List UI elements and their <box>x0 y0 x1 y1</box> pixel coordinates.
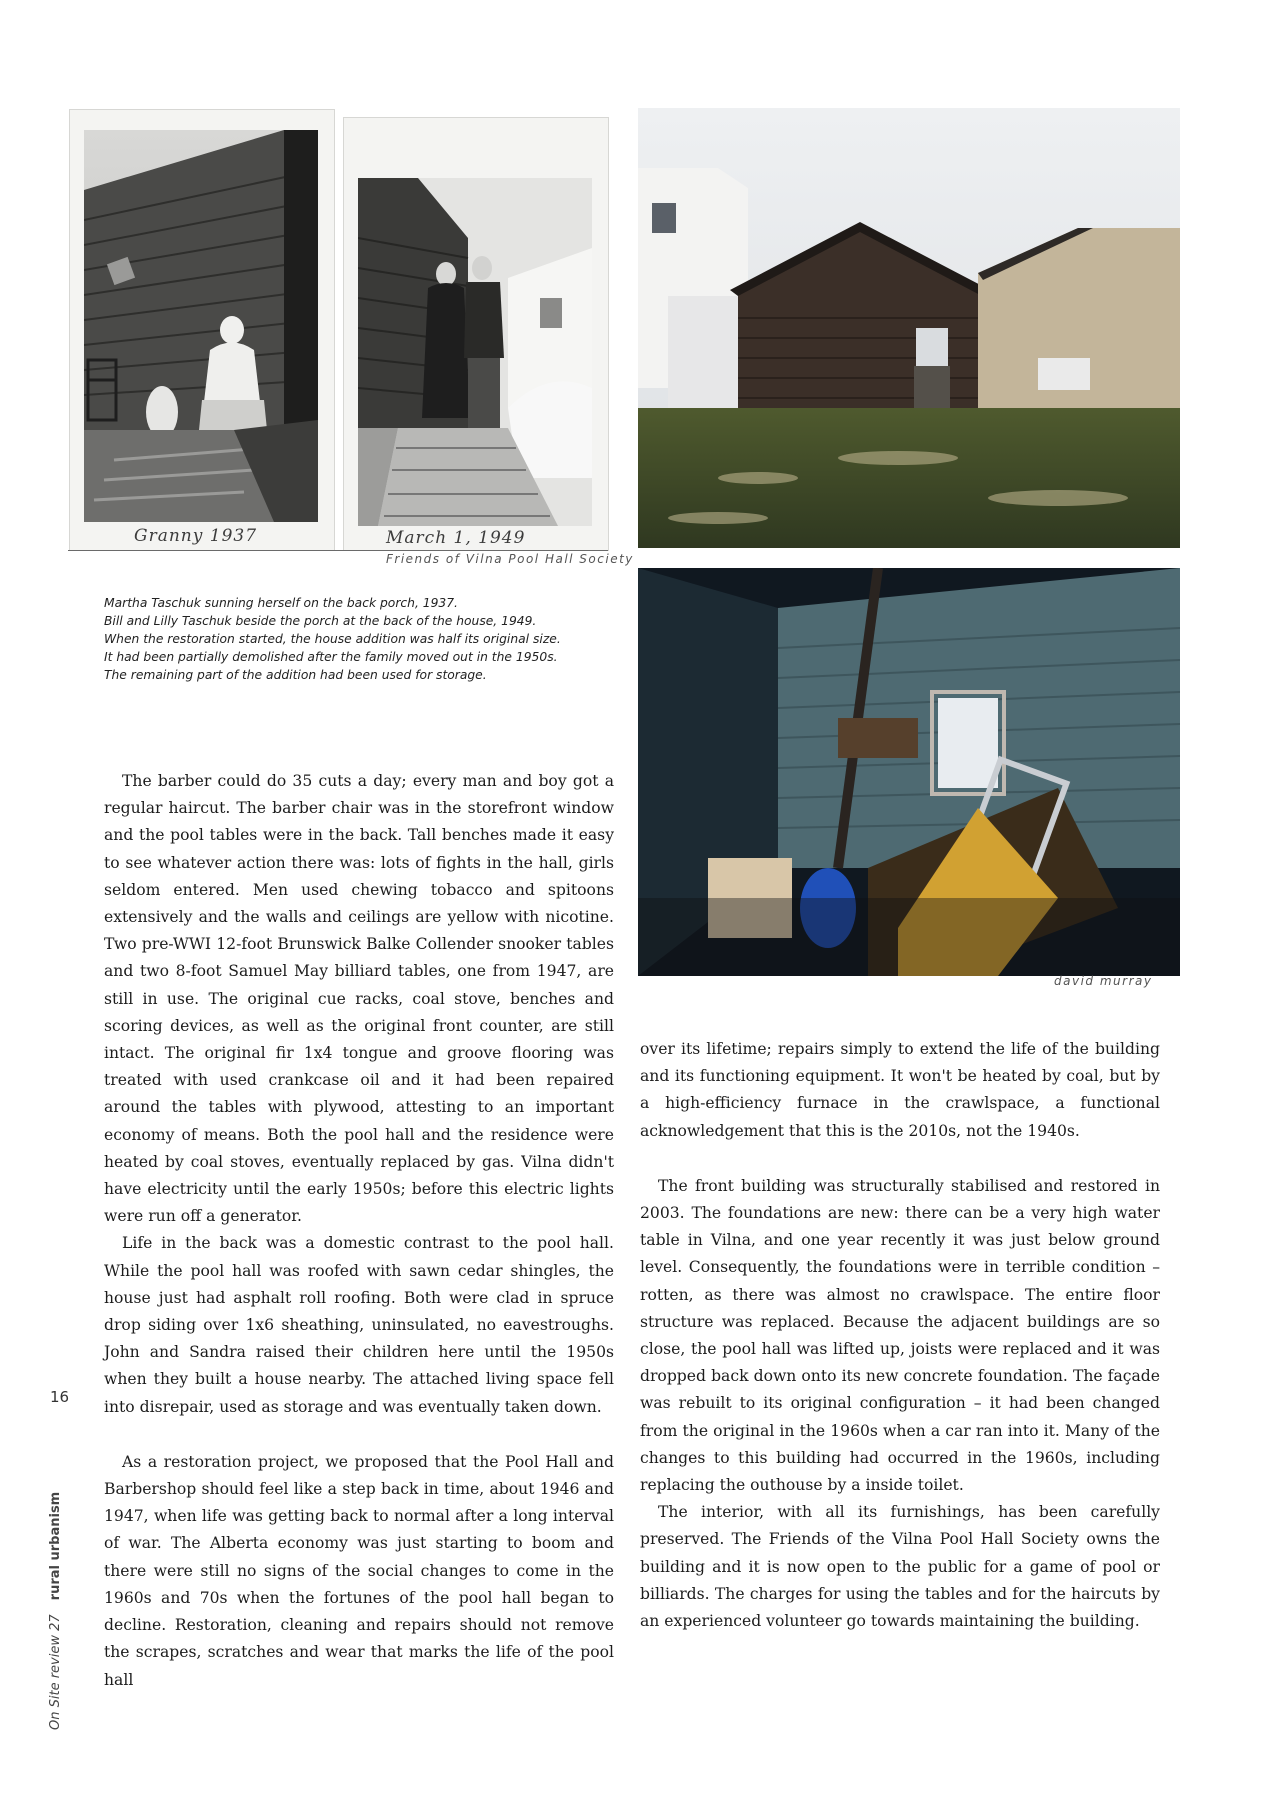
photo-credit-bottom: david murray <box>1054 974 1153 988</box>
couple-beside-porch-photo <box>358 178 592 526</box>
section-name: rural urbanism <box>48 1491 63 1601</box>
publication-name: On Site review 27 <box>48 1614 63 1730</box>
storage-interior-photo <box>638 568 1180 976</box>
elderly-woman-on-porch-photo <box>84 130 318 522</box>
caption-line: The remaining part of the addition had been used for storage. <box>104 668 487 682</box>
body-paragraph: As a restoration project, we proposed that the Pool Hall and Barbershop should feel like a step back in time, about 1946 and 1947, when life was getting back to normal after a long interval of war. The Alberta economy was just starting to boom and there were still no signs of the social changes to come in the 1960s and 70s when the fortunes of the pool hall began to decline. Restoration, cleaning and repairs should not remove the scrapes, scratches and wear that marks the life of the pool hall <box>104 1452 614 1689</box>
granny-handwriting: Granny 1937 <box>134 526 258 546</box>
photo-caption <box>104 594 624 684</box>
body-paragraph: over its lifetime; repairs simply to extend the life of the building and its functioning equipment. It won't be heated by coal, but by a high-efficiency furnace in the crawlspace, a functional acknowledgement that this is the 2010s, not the 1940s. <box>640 1040 1160 1140</box>
couple-handwriting: March 1, 1949 <box>386 528 526 548</box>
right-text-column <box>640 1036 1160 1635</box>
photo-underline <box>68 550 608 551</box>
body-paragraph: The barber could do 35 cuts a day; every man and boy got a regular haircut. The barber chair was in the storefront window and the pool tables were in the back. Tall benches made it easy to see whatever action there was: lots of fights in the hall, girls seldom entered. Men used chewing tobacco and spitoons extensively and the walls and ceilings are yellow with nicotine. Two pre-WWI 12-foot Brunswick Balke Collender snooker tables and two 8-foot Samuel May billiard tables, one from 1947, are still in use. The original cue racks, coal stove, benches and scoring devices, as well as the original front counter, are still intact. The original fir 1x4 tongue and groove flooring was treated with used crankcase oil and it had been repaired around the tables with plywood, attesting to an important economy of means. Both the pool hall and the residence were heated by coal stoves, eventually replaced by gas. Vilna didn't have electricity until the early 1950s; before this electric lights were run off a generator. <box>104 772 614 1226</box>
left-text-column <box>104 768 614 1694</box>
running-head <box>48 1492 63 1730</box>
photo-credit-top: Friends of Vilna Pool Hall Society <box>386 552 634 566</box>
body-paragraph: The interior, with all its furnishings, has been carefully preserved. The Friends of the Vilna Pool Hall Society owns the building and it is now open to the public for a game of pool or billiards. The charges for using the tables and for the haircuts by an experienced volunteer go towards maintaining the building. <box>640 1503 1160 1631</box>
body-paragraph: Life in the back was a domestic contrast to the pool hall. While the pool hall was roofed with sawn cedar shingles, the house just had asphalt roll roofing. Both were clad in spruce drop siding over 1x6 sheathing, uninsulated, no eavestroughs. John and Sandra raised their children here until the 1950s when they built a house nearby. The attached living space fell into disrepair, used as storage and was eventually taken down. <box>104 1234 614 1416</box>
caption-line: Martha Taschuk sunning herself on the back porch, 1937. <box>104 596 458 610</box>
house-rear-exterior-photo <box>638 108 1180 548</box>
body-paragraph: The front building was structurally stabilised and restored in 2003. The foundations are new: there can be a very high water table in Vilna, and one year recently it was just below ground level. Consequently, the foundations were in terrible condition – rotten, as there was almost no crawlspace. The entire floor structure was replaced. Because the adjacent buildings are so close, the pool hall was lifted up, joists were replaced and it was dropped back down onto its new concrete foundation. The façade was rebuilt to its original configuration – it had been changed from the original in the 1960s when a car ran into it. Many of the changes to this building had occurred in the 1960s, including replacing the outhouse by a inside toilet. <box>640 1176 1160 1495</box>
caption-line: It had been partially demolished after the family moved out in the 1950s. <box>104 650 558 664</box>
caption-line: When the restoration started, the house addition was half its original size. <box>104 632 561 646</box>
page-number: 16 <box>50 1388 70 1406</box>
caption-line: Bill and Lilly Taschuk beside the porch at the back of the house, 1949. <box>104 614 537 628</box>
